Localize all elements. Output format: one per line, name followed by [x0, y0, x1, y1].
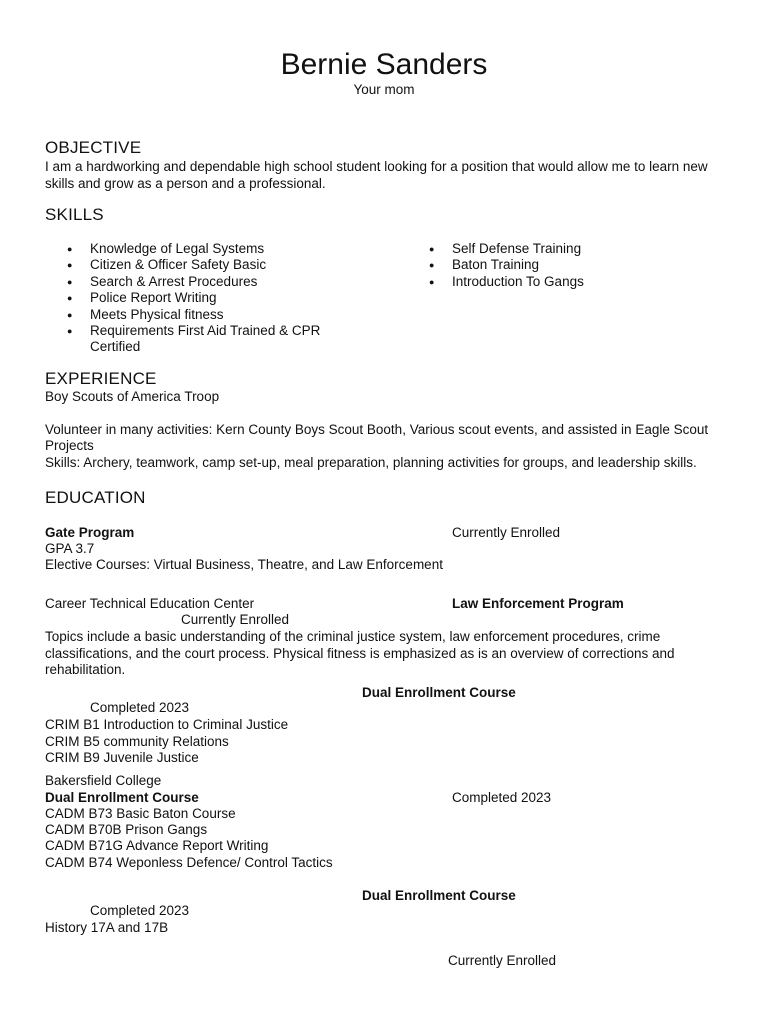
bakersfield-course: CADM B70B Prison Gangs	[45, 822, 208, 837]
bakersfield-course: CADM B74 Weponless Defence/ Control Tactics	[45, 855, 333, 870]
skills-list-right	[407, 241, 707, 290]
dual-enrollment-1-title: Dual Enrollment Course	[362, 685, 516, 700]
skill-item: ● Knowledge of Legal Systems	[45, 241, 345, 257]
skills-list-left	[45, 241, 345, 356]
skill-item: ● Police Report Writing	[45, 290, 345, 306]
dual-3-course: History 17A and 17B	[45, 920, 169, 935]
dual-enrollment-1-status: Completed 2023	[90, 700, 190, 715]
skills-heading: SKILLS	[45, 205, 104, 224]
skill-item: ● Baton Training	[407, 257, 707, 273]
skill-item: ● Introduction To Gangs	[407, 274, 707, 290]
ctec-program: Law Enforcement Program	[452, 596, 624, 611]
experience-heading: EXPERIENCE	[45, 369, 157, 388]
dual-enrollment-3-title: Dual Enrollment Course	[362, 888, 516, 903]
bakersfield-school: Bakersfield College	[45, 773, 162, 788]
skill-item: ● Requirements First Aid Trained & CPR Certified	[45, 323, 345, 356]
skill-item: ● Meets Physical fitness	[45, 307, 345, 323]
ctec-desc-line-3: rehabilitation.	[45, 662, 126, 677]
ctec-desc-line-1: Topics include a basic understanding of the criminal justice system, law enforcement procedures, crime	[45, 629, 661, 644]
experience-org: Boy Scouts of America Troop	[45, 389, 220, 404]
dual-1-course: CRIM B5 community Relations	[45, 734, 229, 749]
dual-1-course: CRIM B9 Juvenile Justice	[45, 750, 199, 765]
ctec-status: Currently Enrolled	[181, 612, 290, 627]
experience-volunteer-line-2: Projects	[45, 438, 94, 453]
gate-program-title: Gate Program	[45, 525, 135, 540]
trailing-status: Currently Enrolled	[448, 953, 557, 968]
dual-enrollment-3-status: Completed 2023	[90, 903, 190, 918]
ctec-school: Career Technical Education Center	[45, 596, 255, 611]
objective-line-2: skills and grow as a person and a professional.	[45, 176, 326, 191]
gate-electives: Elective Courses: Virtual Business, Theatre, and Law Enforcement	[45, 557, 443, 572]
skill-item: ● Self Defense Training	[407, 241, 707, 257]
gate-program-status: Currently Enrolled	[452, 525, 561, 540]
bakersfield-title: Dual Enrollment Course	[45, 790, 199, 805]
experience-skills: Skills: Archery, teamwork, camp set-up, meal preparation, planning activities for groups, and leadership skills.	[45, 455, 697, 470]
skill-item: ● Citizen & Officer Safety Basic	[45, 257, 345, 273]
ctec-desc-line-2: classifications, and the court process. Physical fitness is emphasized as is an overview of corrections and	[45, 646, 675, 661]
objective-heading: OBJECTIVE	[45, 138, 142, 157]
objective-line-1: I am a hardworking and dependable high school student looking for a position that would allow me to learn new	[45, 159, 708, 174]
resume-name: Bernie Sanders	[280, 48, 488, 81]
bakersfield-status: Completed 2023	[452, 790, 552, 805]
bakersfield-course: CADM B71G Advance Report Writing	[45, 838, 269, 853]
experience-volunteer-line-1: Volunteer in many activities: Kern County Boys Scout Booth, Various scout events, and assisted in Eagle Scout	[45, 422, 709, 437]
education-heading: EDUCATION	[45, 488, 146, 507]
bakersfield-course: CADM B73 Basic Baton Course	[45, 806, 236, 821]
dual-1-course: CRIM B1 Introduction to Criminal Justice	[45, 717, 289, 732]
skill-item: ● Search & Arrest Procedures	[45, 274, 345, 290]
resume-subtitle: Your mom	[353, 82, 415, 97]
gate-gpa: GPA 3.7	[45, 541, 95, 556]
